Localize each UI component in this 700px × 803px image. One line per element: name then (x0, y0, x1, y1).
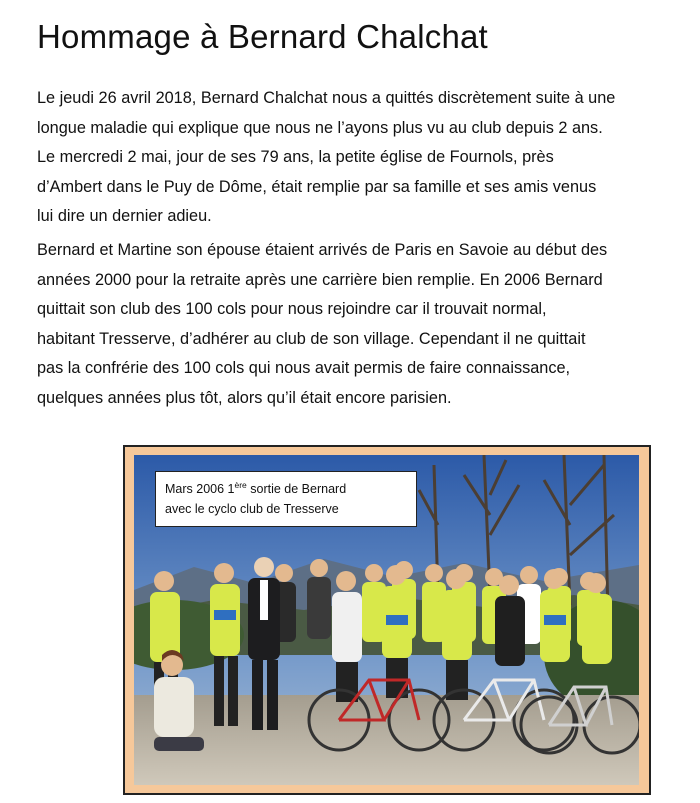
photo-frame (123, 445, 651, 795)
text-line: Le mercredi 2 mai, jour de ses 79 ans, la petite église de Fournols, près (37, 148, 554, 166)
text-line: quelques années plus tôt, alors qu’il était encore parisien. (37, 388, 452, 407)
text-line: lui dire un dernier adieu. (37, 207, 212, 225)
page-title: Hommage à Bernard Chalchat (37, 18, 488, 55)
caption-date-text: Mars 2006 1 (165, 482, 235, 496)
group-photo (134, 455, 639, 785)
text-line: pas la confrérie des 100 cols qui nous avait permis de faire connaissance, (37, 359, 571, 377)
paragraph-1 (37, 84, 699, 232)
caption-line-1 (165, 479, 407, 499)
caption-outing-text: sortie de Bernard (246, 482, 347, 496)
photo-caption (155, 471, 417, 527)
text-line: quittait son club des 100 cols pour nous rejoindre car il trouvait normal, (37, 300, 547, 318)
caption-superscript: ère (234, 480, 247, 490)
caption-line-2: avec le cyclo club de Tresserve (165, 502, 339, 516)
text-line: d’Ambert dans le Puy de Dôme, était remplie par sa famille et ses amis venus (37, 177, 597, 196)
text-line: années 2000 pour la retraite après une carrière bien remplie. En 2006 Bernard (37, 270, 603, 289)
text-line: Le jeudi 26 avril 2018, Bernard Chalchat nous a quittés discrètement suite à une (37, 89, 616, 107)
text-line: Bernard et Martine son épouse étaient arrivés de Paris en Savoie au début des (37, 241, 608, 259)
text-line: habitant Tresserve, d’adhérer au club de son village. Cependant il ne quittait (37, 329, 586, 348)
paragraph-2 (37, 236, 699, 413)
text-line: longue maladie qui explique que nous ne l’ayons plus vu au club depuis 2 ans. (37, 118, 603, 137)
